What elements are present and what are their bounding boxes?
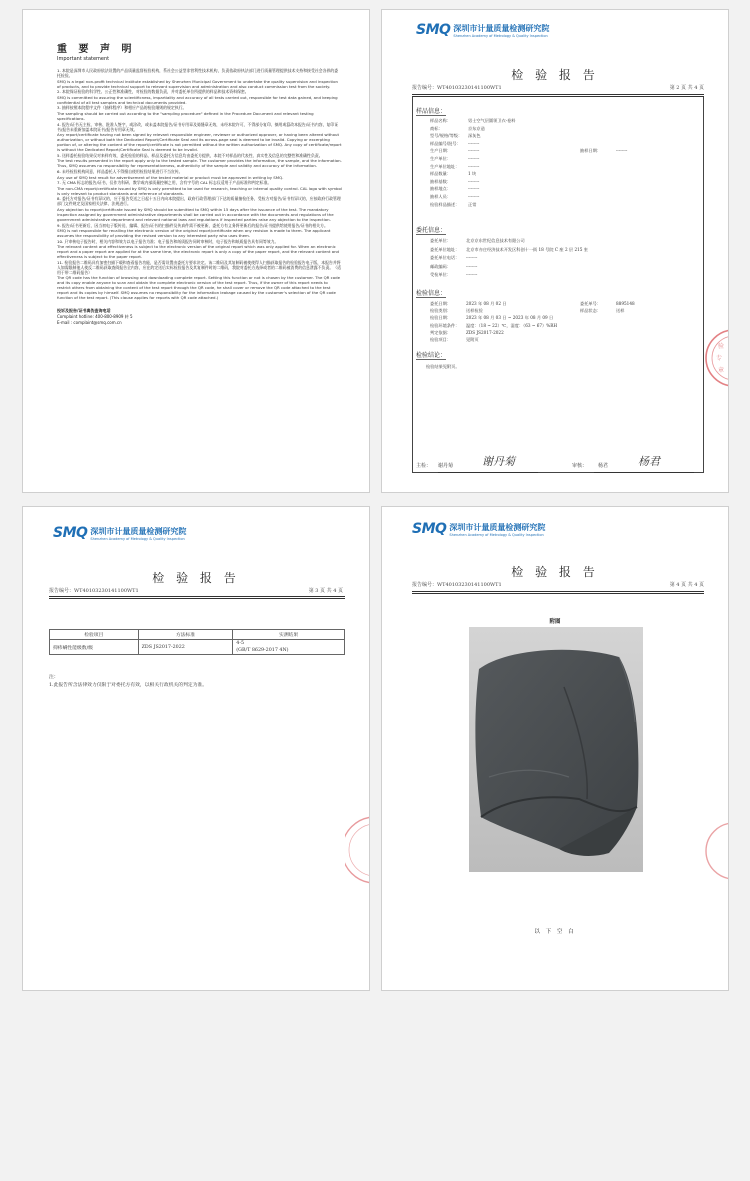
report-number: 报告编号：WT40103230141100WT1 (412, 582, 502, 588)
field-value: -------- (468, 178, 480, 184)
statement-paragraph: 6. 未经检验机构同意，样品委托人不得擅自使用检验结果进行不当宣传。 (57, 168, 183, 174)
statement-paragraph: 8. 委托方对报告/证书有异议的，应于报告发送之日起十五日内向本院提出，政府行政管理部门下达的质量抽检任务，受检方对报告/证书有异议的，应按政府行政管理部门文件规定及国家相关法律、法规进行。 (57, 196, 341, 207)
field-label: 受检单位： (430, 272, 451, 278)
field-value: 2023 年 08 月 02 日 (466, 301, 507, 306)
conclusion-text: 检验结果见附页。 (426, 364, 460, 369)
svg-text:专: 专 (716, 355, 723, 362)
statement-paragraph: 3. 抽样按照本院程序文件（抽样程序）和相应产品的检验细则的规定执行。 (57, 105, 187, 111)
field-value: 1 块 (468, 171, 477, 177)
svg-text:章: 章 (718, 367, 725, 374)
statement-paragraph: The non-CMA report/certificate issued by SMQ is only permitted to be used for research, teaching or internal quality control. CAL logo with symbol is only relevant to product standards and reference of standards. (57, 185, 342, 196)
statement-paragraph: The sampling should be carried out according to the "sampling procedure" defined in the Procedure Document and relevant testing specifications. (57, 110, 314, 121)
field-label: 检验环境条件： (430, 322, 460, 328)
logo-mark: SMQ (416, 22, 451, 38)
contact-line: E-mail : complaint@smq.com.cn (57, 319, 122, 325)
contact-block (57, 308, 342, 324)
page-number: 第 3 页 共 4 页 (308, 588, 343, 594)
logo-english-name: Shenzhen Academy of Metrology & Quality Inspection (90, 536, 185, 541)
field-value: 见附页 (466, 337, 479, 342)
field-label: 抽样日期： (580, 148, 601, 154)
report-title: 检 验 报 告 (511, 68, 599, 82)
field-label: 生产单位地址： (430, 163, 460, 169)
statement-paragraph: 9. 报告/证书更新后，因当初电子版传送、编辑、报告/证书的扫描件及传真件需不被更新，委托方有义务将更新后的报告/证书提供给使用报告/证书的相关方。 (57, 222, 328, 228)
field-value: 送样检验 (466, 308, 483, 314)
report-number: 报告编号：WT40103230141100WT1 (49, 588, 139, 594)
signature-line (594, 472, 694, 473)
reviewer-label: 审核： (572, 463, 588, 469)
statement-paragraph: 11. 检验报告二维码具有加密扫描下载和查看报告功能，是否需设置由委托方要求决定。该二维码及其复制码被使使得人扫描获取报告的检验报告电子版，本报告并将人如需限制他人使反二维码获取查阅报告全内容，应在约定送后实标检验报告及其复制件时的二维码，我院对委托方选择或者的二维码被消费的信息泄露不负责。（适用于带二维码报告） (57, 259, 342, 275)
smq-logo (53, 525, 186, 541)
field-label: 委托日期： (430, 301, 451, 306)
test-info-header: 检验信息： (416, 290, 447, 297)
statement-paragraph: 4. 报告/证书无主检、审核、批准人签字，或涂改，或未盖本院报告/证书专用章及骑缝章无效，未经本院许可，不得部分复印、摘用或篡改本报告/证书内容，复印证书/报告未重新加盖本院证书/报告专用章无效。 (57, 121, 339, 132)
field-label: 样品名称： (430, 118, 451, 123)
field-label: 检验日期： (430, 315, 451, 321)
table-cell: 抑疹螨性能级数/级 (50, 640, 139, 655)
logo-chinese-name: 深圳市计量质量检测研究院 (90, 526, 187, 536)
field-value: 京东京造 (468, 125, 485, 131)
table-row (50, 640, 345, 648)
field-value: 男士空气层圆领卫衣-卷料 (468, 118, 516, 123)
statement-paragraph: SMQ is committed to assuring the scientificness, impartiality and accuracy of all tests carried out, responsible for test data gained, and keeping confidential of all test samples and technical documents provided. (57, 94, 338, 105)
statement-paragraph: 5. 送样委托检验结果仅对来样有效，委托检验的样品、样品及委托方信息均由委托方提供，本院不对样品的代表性、真实性及信息的完整性和准确性负责。 (57, 152, 323, 158)
field-label: 抽样基数： (430, 178, 451, 184)
red-seal-edge-icon (704, 328, 729, 388)
field-label: 判定依据： (430, 329, 451, 335)
statement-subtitle: Important statement (57, 56, 110, 62)
statement-paragraph: 1. 本院是深圳市人民政府依法设置的产品质量监督检验机构，系社会公益型非营利性技术机构，负责依政府执法部门进行质量管理提供技术支持和接受社会各界的委托检验。 (57, 68, 339, 78)
report-frame (412, 97, 704, 473)
red-seal-edge-icon (345, 815, 370, 885)
header-rule (412, 591, 704, 592)
field-label: 检验类别： (430, 308, 451, 314)
field-label: 抽样地点： (430, 186, 451, 192)
smq-logo (412, 521, 545, 537)
sample-photo (469, 627, 643, 872)
field-value: 深灰色 (468, 133, 481, 139)
field-value: 2023 年 08 月 03 日 ~ 2023 年 08 月 09 日 (466, 315, 554, 321)
statement-paragraph: The test results presented in the report apply only to the tested sample. The customer provides the information, the sample, and the information. Thus, SMQ assumes no responsibility for representativeness, authenticity of the sample and validity and accuracy of the information. (57, 158, 342, 169)
signature-line (438, 472, 538, 473)
main-inspector-label: 主检： (416, 463, 432, 469)
field-value: -------- (468, 148, 480, 154)
table-cell: (GB/T 8629-2017 4N) (233, 647, 345, 655)
note-text: 1.此报告所含法律效力仅限于对委托方有效，以相关行政机关的判定为准。 (49, 683, 208, 688)
page-number: 第 2 页 共 4 页 (669, 85, 704, 91)
table-header: 检验项目 (50, 630, 139, 640)
header-rule (49, 596, 345, 597)
sample-info-header: 样品信息： (416, 108, 447, 115)
logo-mark: SMQ (53, 525, 88, 541)
field-label: 检验样品描述： (430, 201, 460, 207)
field-value: ZDS JS2017-2022 (466, 329, 504, 335)
statement-paragraph: 7. 无 CMA 标志的报告/证书，仅作为科研、教学或内部质量控制之用，含有字号的 CAL 标志仅适用于产品标准和判定标准。 (57, 180, 272, 186)
folded-fabric-image (469, 627, 643, 872)
table-cell: 4-5 (233, 640, 345, 648)
report-page-4 (381, 506, 729, 991)
statement-title: 重 要 声 明 (57, 44, 136, 55)
results-table (49, 629, 345, 655)
field-label: 委托单位地址： (430, 246, 460, 252)
field-label: 委托单号： (580, 301, 601, 306)
reviewer-name: 杨君 (598, 463, 609, 469)
reviewer-signature: 杨君 (638, 455, 660, 468)
field-label: 抽样人员： (430, 194, 451, 199)
field-label: 型号/规格/等级： (430, 133, 463, 139)
figure-caption: 附图 (549, 619, 561, 625)
statement-paragraph: SMQ is a legal non-profit technical institute established by Shenzhen Municipal Government to undertake the quality supervision and inspection of products, and to provide technical support to relevant supervision and administration and also conduct commission test from the society. (57, 78, 338, 89)
main-inspector-name: 谢丹菊 (438, 463, 454, 469)
logo-english-name: Shenzhen Academy of Metrology & Quality Inspection (453, 33, 548, 38)
field-value: -------- (616, 148, 628, 154)
note-label: 注： (49, 675, 59, 680)
logo-english-name: Shenzhen Academy of Metrology & Quality Inspection (449, 532, 544, 537)
contact-title: 投诉及报告/证书真伪查询电话 (57, 308, 111, 314)
main-inspector-signature: 谢丹菊 (482, 455, 515, 468)
field-label: 样品状态： (580, 308, 601, 314)
header-rule (412, 94, 704, 95)
field-value: 送样 (616, 308, 625, 314)
field-value: -------- (466, 255, 478, 261)
field-label: 邮政编码： (430, 263, 451, 269)
field-value: -------- (466, 263, 478, 269)
end-of-report-text: 以 下 空 白 (534, 929, 576, 935)
conclusion-header: 检验结论： (416, 352, 447, 359)
statement-paragraph: The QR code has the function of browsing and downloading complete report. Setting this function or not is chosen by the customer. The QR code and its copy enable anyone to scan and obtain the complete electronic version of the test report. Thus, if the owner of this report needs to restrict others from obtaining the content of the test report through the QR code, he shall cover or remove the QR code attached to the test report and its copies by himself. SMQ assumes no responsibility for the information leakage caused by the customer's selection of the QR code function of the test report. (This clause applies for reports with QR code attached.) (57, 275, 340, 301)
field-label: 生产单位： (430, 156, 451, 161)
field-value: -------- (468, 140, 480, 146)
field-value: -------- (468, 156, 480, 161)
report-page-3 (22, 506, 370, 991)
field-value: 正常 (468, 201, 477, 207)
table-cell: ZDS JS2017-2022 (138, 640, 233, 655)
statement-paragraph: 2. 本院保证检验的科学性、公正性和准确性，对检验的数据负责，并对委托单位所提供的样品和技术资料保密。 (57, 89, 249, 95)
statement-page (22, 9, 370, 493)
field-label: 样品数量： (430, 171, 451, 177)
statement-paragraph: The relevant content and effectiveness is subject to the electronic version of the original report which was only applied for. When an electronic report and a paper report are applied for at the same time, the electronic report is only a copy of the paper report, and the relevant content and effectiveness is subject to the paper report. (57, 244, 340, 260)
field-value: -------- (466, 272, 478, 278)
field-value: -------- (468, 194, 480, 199)
field-value: -------- (468, 186, 480, 192)
logo-chinese-name: 深圳市计量质量检测研究院 (449, 522, 546, 532)
red-seal-edge-icon (704, 821, 729, 881)
client-info-header: 委托信息： (416, 227, 447, 234)
contact-line: Complaint hotline: 400-800-8909 转 5 (57, 314, 133, 320)
statement-paragraph: SMQ is not responsible for recalling the electronic version of the original report/certificate when any revision is made to them. The applicant assumes the responsibility of providing the revised version to any interested party who uses them. (57, 228, 331, 239)
important-statement (57, 40, 342, 325)
field-value: -------- (468, 163, 480, 169)
report-number: 报告编号：WT40103230141100WT1 (412, 85, 502, 91)
statement-paragraph: 10. 只审核电子报告时，相关内容和效力以电子报告为准；电子报告和纸质报告同时审核时，电子报告和纸质报告具有同等效力。 (57, 238, 279, 244)
table-header: 实测结果 (233, 630, 345, 640)
field-label: 样品编号/批号： (430, 140, 461, 146)
field-value: 北京市亦庄经济技术开发区科创十一街 18 号院 C 座 2 层 215 室 (466, 246, 588, 252)
report-title: 检 验 报 告 (152, 571, 240, 585)
page-number: 第 4 页 共 4 页 (669, 582, 704, 588)
statement-paragraph: Any use of SMQ test result for advertisement of the tested material or product must be approved in writing by SMQ. (57, 174, 284, 180)
smq-logo (416, 22, 549, 38)
field-value: 北京京东世纪信息技术有限公司 (466, 238, 525, 243)
field-label: 生产日期： (430, 148, 451, 154)
statement-paragraphs (57, 68, 342, 300)
field-label: 检验项目： (430, 337, 451, 342)
report-page-2 (381, 9, 729, 493)
field-label: 委托单位： (430, 238, 451, 243)
field-value: 8895148 (616, 301, 635, 306)
statement-paragraph: Any report/certificate having not been signed by relevant responsible engineer, reviewer or authorized approver, or having been altered without authorization, or without both the Dedicated Report/Certificate Seal and its across-page seal is deemed to be invalid. Copying or excerpting portion of, or altering the content of the report/certificate is not permitted without the written authorization of SMQ. Any copy of certificate/report is without the Dedicated Report/Certificate Seal is deemed to be invalid. (57, 132, 342, 153)
table-header: 方法标准 (138, 630, 233, 640)
logo-mark: SMQ (412, 521, 447, 537)
field-value: 温度：（18 ~ 22）℃，湿度：（63 ~ 67）%RH (466, 322, 557, 328)
header-rule (49, 598, 345, 599)
svg-text:验: 验 (718, 343, 725, 350)
header-rule (412, 593, 704, 594)
field-label: 商标： (430, 125, 443, 131)
field-label: 委托单位电话： (430, 255, 460, 261)
logo-chinese-name: 深圳市计量质量检测研究院 (453, 23, 550, 33)
statement-paragraph: Any objection to report/certificate issued by SMQ should be submitted to SMQ within 15 days after the issuance of the test. The mandatory inspection assigned by government administrative departments shall be carried out in accordance with the documents and regulations of the government administrative department and relevant national laws and regulations if inspected parties raise any objection to the inspection. (57, 206, 334, 222)
report-title: 检 验 报 告 (511, 565, 599, 579)
